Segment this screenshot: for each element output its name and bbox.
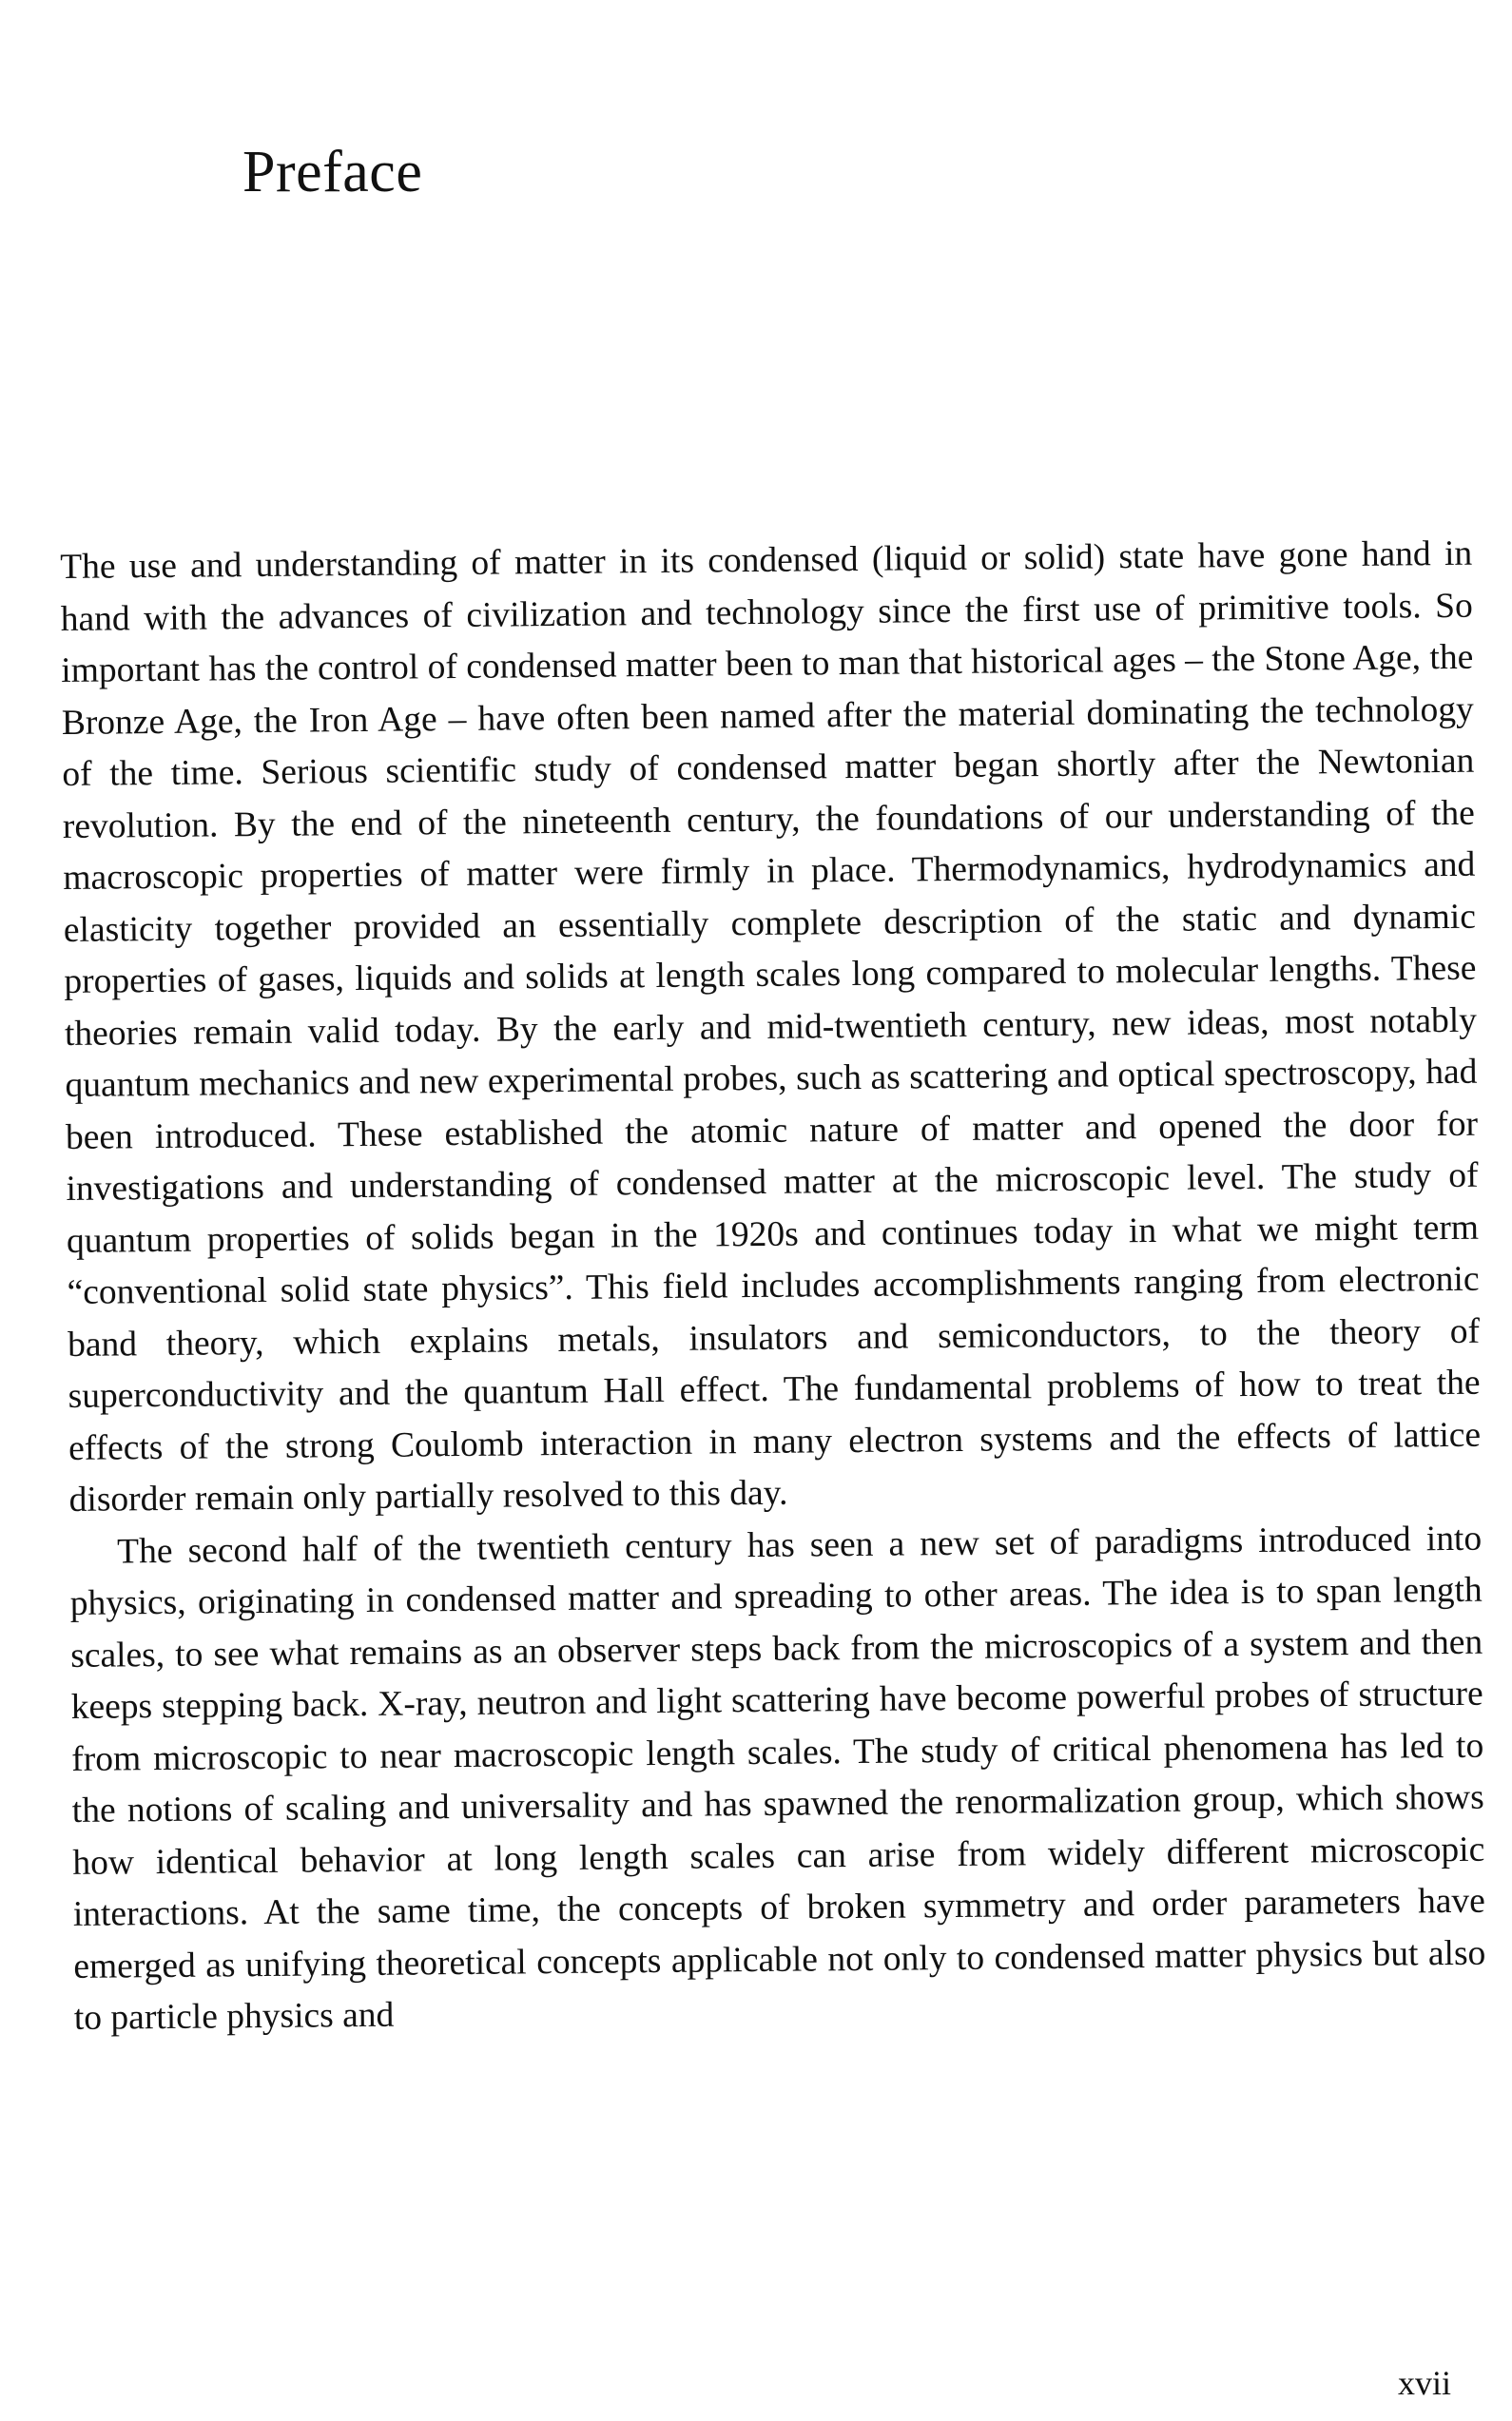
preface-body bbox=[60, 529, 1486, 2045]
paragraph-2: The second half of the twentieth century has seen a new set of paradigms introduced into physics, originating in condensed matter and spreading to other areas. The idea is to span length scales, to see what remains as an observer steps back from the microscopics of a system and then keeps stepping back. X-ray, neutron and light scattering have become powerful probes of structure from microscopic to near macroscopic length scales. The study of critical phenomena has led to the notions of scaling and universality and has spawned the renormalization group, which shows how identical behavior at long length scales can arise from widely different microscopic interactions. At the same time, the concepts of broken symmetry and order parameters have emerged as unifying theoretical concepts applicable not only to condensed matter physics but also to particle physics and bbox=[69, 1519, 1486, 2038]
page-number: xvii bbox=[1398, 2364, 1452, 2402]
page-title: Preface bbox=[242, 140, 423, 204]
paragraph-1: The use and understanding of matter in its condensed (liquid or solid) state have gone hand in hand with the advances of civilization and technology since the first use of primitive tools. So important has the control of condensed matter been to man that historical ages – the Stone Age, the Bronze Age, the Iron Age – have often been named after the material dominating the technology of the time. Serious scientific study of condensed matter began shortly after the Newtonian revolution. By the end of the nineteenth century, the foundations of our understanding of the macroscopic properties of matter were firmly in place. Thermodynamics, hydrodynamics and elasticity together provided an essentially complete description of the static and dynamic properties of gases, liquids and solids at length scales long compared to molecular lengths. These theories remain valid today. By the early and mid-twentieth century, new ideas, most notably quantum mechanics and new experimental probes, such as scattering and optical spectroscopy, had been introduced. These established the atomic nature of matter and opened the door for investigations and understanding of condensed matter at the microscopic level. The study of quantum properties of solids began in the 1920s and continues today in what we might term “conventional solid state physics”. This field includes accomplishments ranging from electronic band theory, which explains metals, insulators and semiconductors, to the theory of superconductivity and the quantum Hall effect. The fundamental problems of how to treat the effects of the strong Coulomb interaction in many electron systems and the effects of lattice disorder remain only partially resolved to this day. bbox=[60, 533, 1482, 1520]
